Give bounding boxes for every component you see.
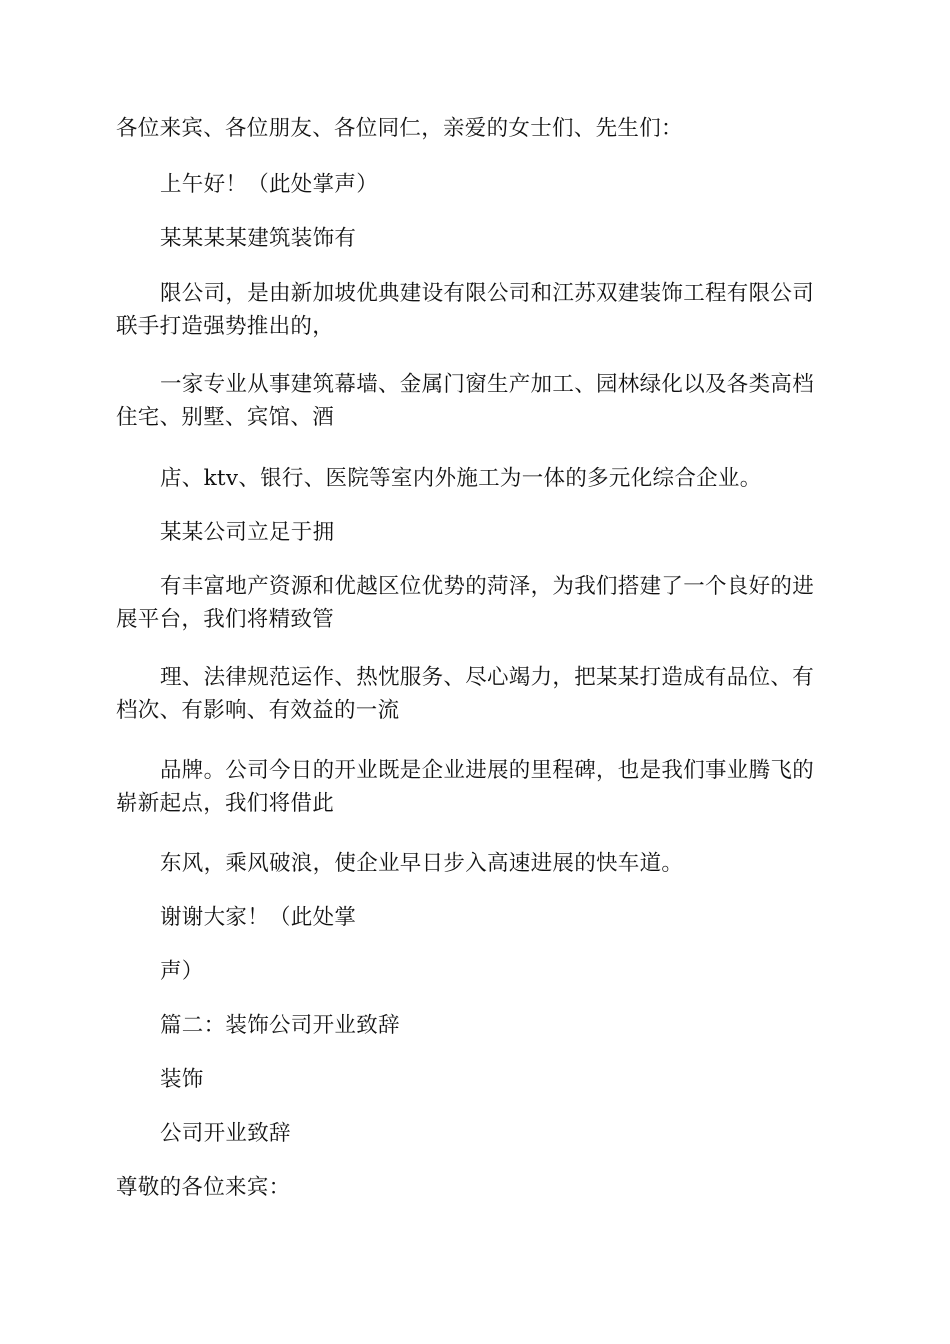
text-line: 展平台，我们将精致管 xyxy=(116,607,335,632)
text-line: 公司开业致辞 xyxy=(160,1121,291,1146)
paragraph-company-origin xyxy=(116,277,836,343)
paragraph-management xyxy=(116,661,836,727)
text-line: 装饰 xyxy=(160,1067,204,1092)
text-line: 有丰富地产资源和优越区位优势的菏泽，为我们搭建了一个良好的进 xyxy=(160,574,815,599)
text-line: 声） xyxy=(160,959,204,984)
document-page xyxy=(116,0,836,1344)
text-line: 某某公司立足于拥 xyxy=(160,520,335,545)
paragraph-decoration xyxy=(116,1063,836,1096)
text-line: 谢谢大家！（此处掌 xyxy=(160,905,357,930)
text-line: 某某某某建筑装饰有 xyxy=(160,226,357,251)
paragraph-business-scope xyxy=(116,368,836,434)
text-line: 崭新起点，我们将借此 xyxy=(116,791,335,816)
paragraph-platform xyxy=(116,570,836,636)
text-line: 一家专业从事建筑幕墙、金属门窗生产加工、园林绿化以及各类高档 xyxy=(160,372,815,397)
text-line: 东风，乘风破浪，使企业早日步入高速进展的快车道。 xyxy=(160,851,684,876)
paragraph-fast-track xyxy=(116,847,836,880)
section-heading xyxy=(116,1009,836,1042)
text-line: 各位来宾、各位朋友、各位同仁，亲爱的女士们、先生们： xyxy=(116,116,683,141)
text-line: 住宅、别墅、宾馆、酒 xyxy=(116,405,335,430)
text-line: 理、法律规范运作、热忱服务、尽心竭力，把某某打造成有品位、有 xyxy=(160,665,815,690)
text-line: 上午好！（此处掌声） xyxy=(160,172,379,197)
text-line: 档次、有影响、有效益的一流 xyxy=(116,698,400,723)
paragraph-company-name xyxy=(116,222,836,255)
paragraph-business-scope-cont xyxy=(116,462,836,495)
paragraph-good-morning xyxy=(116,168,836,201)
paragraph-applause xyxy=(116,955,836,988)
paragraph-thanks xyxy=(116,901,836,934)
text-line: 限公司，是由新加坡优典建设有限公司和江苏双建装饰工程有限公司 xyxy=(160,281,815,306)
text-line: 品牌。公司今日的开业既是企业进展的里程碑，也是我们事业腾飞的 xyxy=(160,758,815,783)
paragraph-greeting xyxy=(116,112,836,145)
paragraph-speech-title xyxy=(116,1117,836,1150)
paragraph-salutation xyxy=(116,1171,836,1204)
text-line: 篇二：装饰公司开业致辞 xyxy=(160,1013,400,1038)
paragraph-brand xyxy=(116,754,836,820)
text-line: 联手打造强势推出的， xyxy=(116,314,335,339)
text-line: 尊敬的各位来宾： xyxy=(116,1175,291,1200)
paragraph-location xyxy=(116,516,836,549)
text-line: 店、ktv、银行、医院等室内外施工为一体的多元化综合企业。 xyxy=(160,466,762,491)
